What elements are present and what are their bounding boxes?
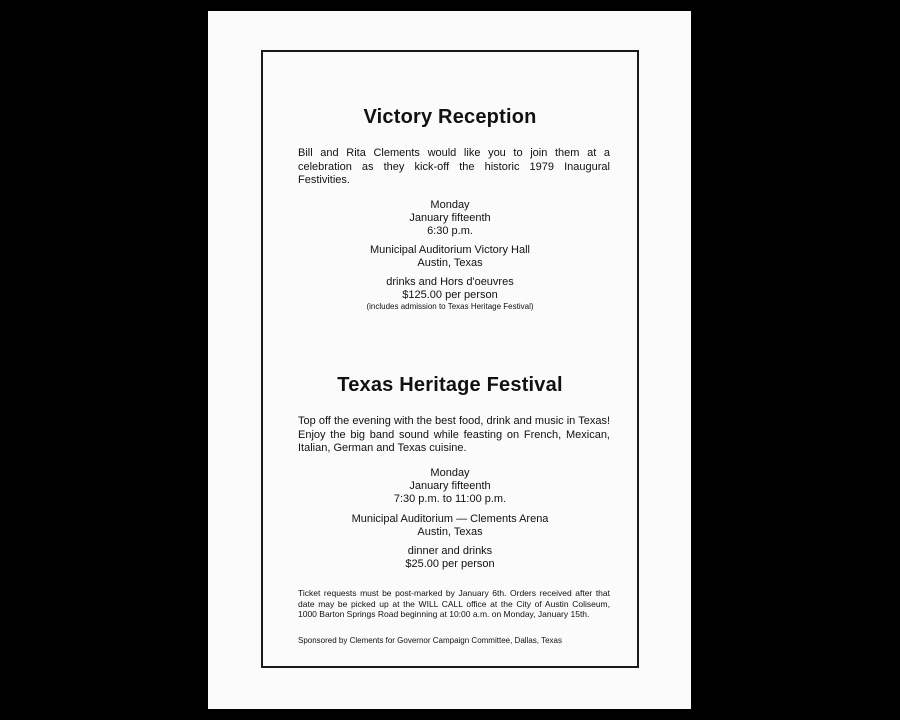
- festival-time: 7:30 p.m. to 11:00 p.m.: [393, 493, 507, 505]
- reception-intro: Bill and Rita Clements would like you to join them at a celebration as they kick-off the historic 1979 Inaugural Festivities.: [298, 147, 610, 186]
- festival-title: Texas Heritage Festival: [337, 374, 563, 396]
- reception-refreshments: drinks and Hors d'oeuvres: [386, 276, 514, 288]
- festival-venue-block: [261, 513, 639, 539]
- festival-day: Monday: [430, 467, 470, 479]
- reception-city: Austin, Texas: [417, 257, 483, 269]
- festival-date: January fifteenth: [409, 480, 491, 492]
- festival-venue: Municipal Auditorium — Clements Arena: [351, 513, 549, 525]
- festival-refreshments: dinner and drinks: [407, 545, 493, 557]
- reception-price: $125.00 per person: [402, 289, 498, 301]
- festival-price-block: [261, 545, 639, 571]
- reception-time: 6:30 p.m.: [427, 225, 473, 237]
- reception-price-note: (includes admission to Texas Heritage Festival): [366, 302, 534, 311]
- reception-title: Victory Reception: [363, 106, 537, 128]
- reception-date-block: [261, 199, 639, 238]
- ticket-note: Ticket requests must be post-marked by January 6th. Orders received after that date may be picked up at the WILL CALL office at the City of Austin Coliseum, 1000 Barton Springs Road beginning at 10:00 a.m. on Monday, January 15th.: [298, 588, 610, 619]
- reception-venue: Municipal Auditorium Victory Hall: [370, 244, 530, 256]
- reception-day: Monday: [430, 199, 470, 211]
- invitation-border: [261, 50, 639, 668]
- sponsor-line: Sponsored by Clements for Governor Campaign Committee, Dallas, Texas: [298, 636, 562, 645]
- festival-date-block: [261, 467, 639, 506]
- reception-price-block: [261, 276, 639, 312]
- reception-venue-block: [261, 244, 639, 270]
- festival-price: $25.00 per person: [405, 558, 495, 570]
- reception-date: January fifteenth: [409, 212, 491, 224]
- festival-intro: Top off the evening with the best food, drink and music in Texas! Enjoy the big band sound while feasting on French, Mexican, Italian, German and Texas cuisine.: [298, 415, 610, 454]
- festival-city: Austin, Texas: [417, 526, 483, 538]
